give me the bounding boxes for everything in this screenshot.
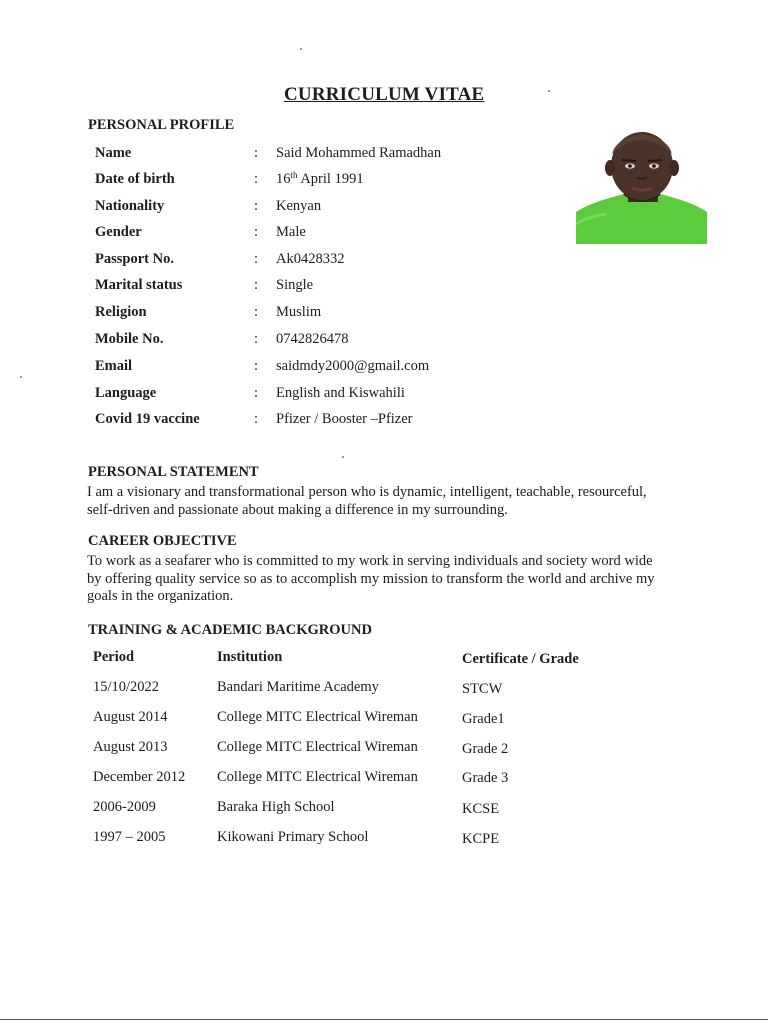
profile-row-covid-vaccine <box>0 411 560 433</box>
paragraph-line: by offering quality service so as to accomplish my mission to transform the world and archive my <box>87 570 655 587</box>
profile-value: Pfizer / Booster –Pfizer <box>276 411 413 427</box>
cell-institution: Bandari Maritime Academy <box>217 679 379 695</box>
career-objective-text <box>87 553 707 606</box>
profile-label: Passport No. <box>95 251 174 267</box>
cell-institution: College MITC Electrical Wireman <box>217 769 418 785</box>
cell-grade: Grade1 <box>462 711 505 727</box>
table-row <box>0 739 700 761</box>
profile-value: Kenyan <box>276 198 322 214</box>
paragraph-line: To work as a seafarer who is committed to my work in serving individuals and society word wide <box>87 553 653 569</box>
career-objective-heading: CAREER OBJECTIVE <box>88 533 237 549</box>
cell-period: 1997 – 2005 <box>93 829 166 845</box>
photo-drawing <box>576 128 707 244</box>
profile-row-gender <box>0 224 560 246</box>
paragraph-line: I am a visionary and transformational person who is dynamic, intelligent, teachable, resourceful, <box>87 484 647 500</box>
dob-rest: April 1991 <box>297 171 364 187</box>
profile-label: Name <box>95 145 132 161</box>
column-header-period: Period <box>93 649 135 665</box>
profile-colon: : <box>254 358 259 374</box>
training-heading: TRAINING & ACADEMIC BACKGROUND <box>88 622 372 638</box>
profile-value: English and Kiswahili <box>276 385 405 401</box>
cell-institution: College MITC Electrical Wireman <box>217 709 418 725</box>
profile-label: Date of birth <box>95 171 175 187</box>
cell-grade: Grade 2 <box>462 741 509 757</box>
profile-colon: : <box>254 198 259 214</box>
profile-row-religion <box>0 304 560 326</box>
profile-colon: : <box>254 145 259 161</box>
table-row <box>0 709 700 731</box>
profile-label: Language <box>95 385 157 401</box>
cell-period: 2006-2009 <box>93 799 156 815</box>
table-row <box>0 679 700 701</box>
profile-label: Religion <box>95 304 147 320</box>
cell-period: August 2013 <box>93 739 168 755</box>
column-header-institution: Institution <box>217 649 283 665</box>
profile-value: Muslim <box>276 304 322 320</box>
cell-grade: KCSE <box>462 801 500 817</box>
dob-day: 16 <box>276 171 291 187</box>
table-row <box>0 829 700 851</box>
profile-row-language <box>0 385 560 407</box>
profile-value: Said Mohammed Ramadhan <box>276 145 442 161</box>
profile-colon: : <box>254 385 259 401</box>
scan-speck <box>342 456 344 458</box>
scan-speck <box>300 48 302 50</box>
personal-statement-text <box>87 484 707 519</box>
cell-grade: STCW <box>462 681 503 697</box>
cell-grade: KCPE <box>462 831 500 847</box>
profile-row-marital-status <box>0 277 560 299</box>
profile-value: saidmdy2000@gmail.com <box>276 358 430 374</box>
page-title: CURRICULUM VITAE <box>284 84 485 105</box>
training-table-header <box>0 649 700 671</box>
column-header-grade: Certificate / Grade <box>462 651 579 667</box>
scan-speck <box>20 376 22 378</box>
cell-period: August 2014 <box>93 709 168 725</box>
scan-speck <box>548 90 550 92</box>
profile-value: Male <box>276 224 306 240</box>
profile-row-name <box>0 145 560 167</box>
table-row <box>0 769 700 791</box>
profile-value: 0742826478 <box>276 331 349 347</box>
paragraph-line: self-driven and passionate about making a difference in my surrounding. <box>87 501 508 518</box>
profile-colon: : <box>254 251 259 267</box>
table-row <box>0 799 700 821</box>
profile-row-passport <box>0 251 560 273</box>
cell-period: December 2012 <box>93 769 186 785</box>
page-bottom-edge <box>0 1019 768 1020</box>
profile-row-nationality <box>0 198 560 220</box>
profile-label: Marital status <box>95 277 183 293</box>
cell-period: 15/10/2022 <box>93 679 160 695</box>
profile-colon: : <box>254 411 259 427</box>
cell-institution: College MITC Electrical Wireman <box>217 739 418 755</box>
personal-statement-heading: PERSONAL STATEMENT <box>88 464 259 480</box>
profile-label: Covid 19 vaccine <box>95 411 200 427</box>
paragraph-line: goals in the organization. <box>87 588 234 604</box>
profile-row-date-of-birth <box>0 171 560 193</box>
profile-value <box>276 171 364 188</box>
cell-institution: Baraka High School <box>217 799 335 815</box>
profile-colon: : <box>254 304 259 320</box>
profile-row-mobile <box>0 331 560 353</box>
dob-day-suffix: th <box>290 170 298 180</box>
cell-institution: Kikowani Primary School <box>217 829 369 845</box>
profile-colon: : <box>254 224 259 240</box>
profile-colon: : <box>254 277 259 293</box>
profile-label: Nationality <box>95 198 165 214</box>
personal-profile-heading: PERSONAL PROFILE <box>88 117 235 133</box>
profile-colon: : <box>254 331 259 347</box>
person-photo-icon <box>576 128 707 244</box>
profile-colon: : <box>254 171 259 187</box>
cell-grade: Grade 3 <box>462 770 509 786</box>
profile-value: Single <box>276 277 314 293</box>
profile-row-email <box>0 358 560 380</box>
profile-label: Mobile No. <box>95 331 164 347</box>
profile-label: Email <box>95 358 133 374</box>
profile-label: Gender <box>95 224 142 240</box>
profile-value: Ak0428332 <box>276 251 345 267</box>
